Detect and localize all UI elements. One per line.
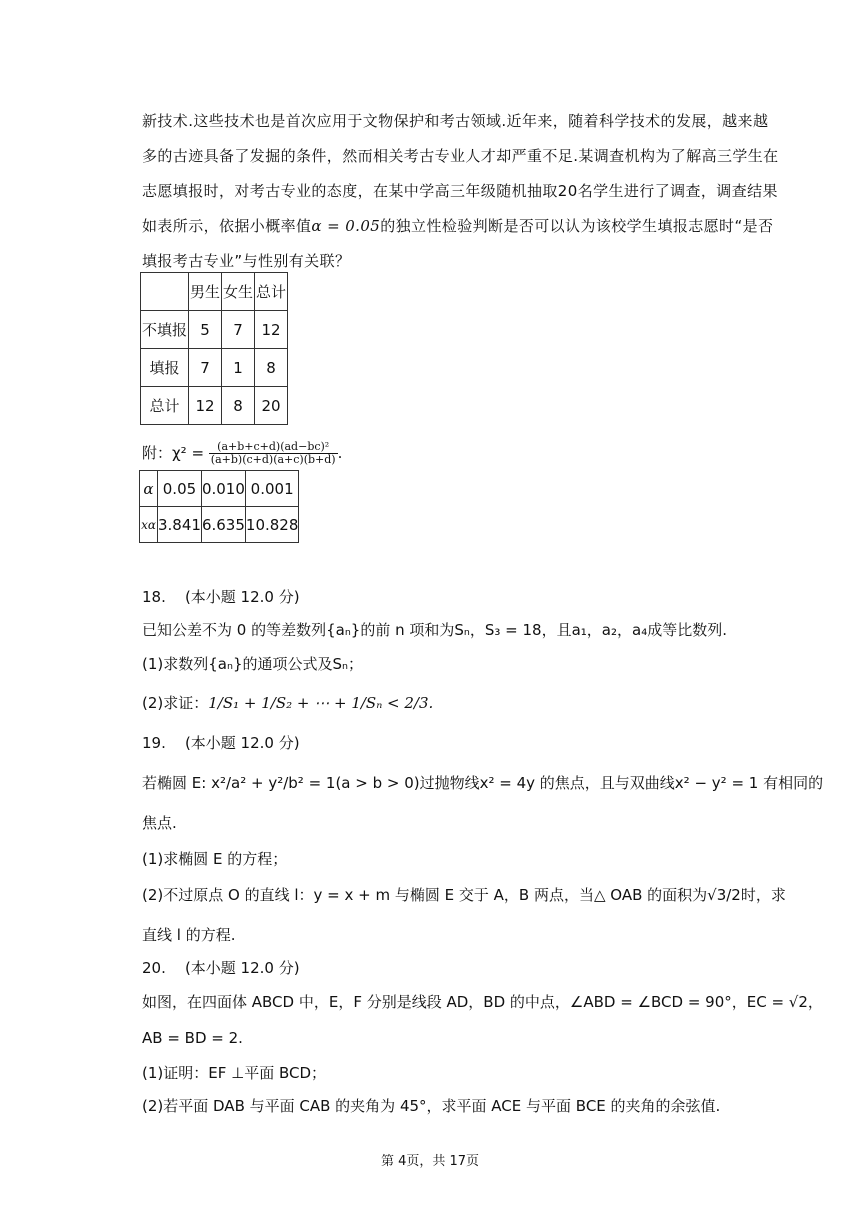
table-cell: 0.05 bbox=[158, 471, 202, 507]
table-header-cell: 男生 bbox=[189, 273, 222, 311]
table-cell: 不填报 bbox=[141, 311, 189, 349]
part2-prefix: (2)求证： bbox=[142, 694, 209, 712]
formula-denominator: (a+b)(c+d)(a+c)(b+d) bbox=[210, 453, 336, 466]
question-number: 20. bbox=[142, 959, 166, 977]
question-score: (本小题 12.0 分) bbox=[184, 734, 300, 752]
table-cell: 12 bbox=[189, 387, 222, 425]
q19-part2-line1: (2)不过原点 O 的直线 l：y = x + m 与椭圆 E 交于 A，B 两点，当△ OAB 的面积为√3/2时，求 bbox=[142, 886, 786, 904]
formula-numerator: (a+b+c+d)(ad−bc)² bbox=[209, 441, 338, 454]
table-header-cell: 女生 bbox=[222, 273, 255, 311]
q20-heading bbox=[142, 957, 300, 979]
formula-suffix: . bbox=[337, 444, 343, 462]
formula-fraction bbox=[209, 441, 338, 466]
table-cell: 8 bbox=[222, 387, 255, 425]
q18-stem: 已知公差不为 0 的等差数列{aₙ}的前 n 项和为Sₙ，S₃ = 18，且a₁，a₂，a₄成等比数列. bbox=[142, 621, 727, 639]
q20-part1: (1)证明：EF ⊥平面 BCD； bbox=[142, 1064, 327, 1082]
q19-heading bbox=[142, 732, 300, 754]
table-row bbox=[141, 387, 288, 425]
intro-text-1: 新技术.这些技术也是首次应用于文物保护和考古领域.近年来，随着科学技术的发展，越来越多的古迹具备了发掘的条件，然而相关考古专业人才却严重不足.某调查机构为了解高三学生在志愿填报时，对考古专业的态度，在某中学高三年级随机抽取20名学生进行了调查，调查结果如表所示，依据小概率值 bbox=[142, 112, 779, 235]
table-cell: 7 bbox=[189, 349, 222, 387]
intro-text-2: 的独立性检验判断是否可以认为该校学生填报志愿时“是否填报考古专业”与性别有关联？ bbox=[142, 217, 774, 270]
alpha-value: α = 0.05 bbox=[311, 217, 381, 235]
q20-part2: (2)若平面 DAB 与平面 CAB 的夹角为 45°，求平面 ACE 与平面 BCE 的夹角的余弦值. bbox=[142, 1097, 721, 1115]
table-header-cell bbox=[141, 273, 189, 311]
table-header-cell: 总计 bbox=[255, 273, 288, 311]
table-cell: 3.841 bbox=[158, 507, 202, 543]
table-cell: α bbox=[140, 471, 158, 507]
table-cell: 5 bbox=[189, 311, 222, 349]
question-number: 19. bbox=[142, 734, 166, 752]
table-row bbox=[141, 349, 288, 387]
q19-stem-line1: 若椭圆 E: x²/a² + y²/b² = 1(a > b > 0)过抛物线x² = 4y 的焦点，且与双曲线x² − y² = 1 有相同的 bbox=[142, 774, 824, 792]
table-row bbox=[141, 311, 288, 349]
q19-part2-line2: 直线 l 的方程. bbox=[142, 926, 236, 944]
part2-expression: 1/S₁ + 1/S₂ + ⋯ + 1/Sₙ < 2/3. bbox=[208, 694, 434, 712]
table-cell: 0.010 bbox=[201, 471, 245, 507]
q18-part2 bbox=[142, 692, 433, 714]
intro-paragraph bbox=[142, 104, 782, 279]
q20-stem-line2: AB = BD = 2. bbox=[142, 1029, 243, 1047]
table-cell: 1 bbox=[222, 349, 255, 387]
table-row bbox=[140, 471, 299, 507]
table-cell: 填报 bbox=[141, 349, 189, 387]
alpha-table bbox=[139, 470, 299, 543]
q19-part1: (1)求椭圆 E 的方程； bbox=[142, 850, 288, 868]
table-row bbox=[140, 507, 299, 543]
table-cell: xα bbox=[140, 507, 158, 543]
table-cell: 8 bbox=[255, 349, 288, 387]
q18-heading bbox=[142, 586, 300, 608]
table-cell: 6.635 bbox=[201, 507, 245, 543]
table-cell: 10.828 bbox=[245, 507, 299, 543]
table-row bbox=[141, 273, 288, 311]
table-cell: 0.001 bbox=[245, 471, 299, 507]
page-footer: 第 4页，共 17页 bbox=[380, 1154, 480, 1169]
question-score: (本小题 12.0 分) bbox=[184, 588, 300, 606]
table-cell: 总计 bbox=[141, 387, 189, 425]
survey-table bbox=[140, 272, 288, 425]
q20-stem-line1: 如图，在四面体 ABCD 中，E，F 分别是线段 AD，BD 的中点，∠ABD = ∠BCD = 90°，EC = √2， bbox=[142, 993, 823, 1011]
q18-part1: (1)求数列{aₙ}的通项公式及Sₙ； bbox=[142, 655, 364, 673]
table-cell: 12 bbox=[255, 311, 288, 349]
formula-prefix: 附：χ² = bbox=[142, 444, 205, 462]
table-cell: 20 bbox=[255, 387, 288, 425]
question-number: 18. bbox=[142, 588, 166, 606]
q19-stem-line2: 焦点. bbox=[142, 814, 177, 832]
table-cell: 7 bbox=[222, 311, 255, 349]
chi-square-formula bbox=[142, 441, 342, 466]
question-score: (本小题 12.0 分) bbox=[184, 959, 300, 977]
